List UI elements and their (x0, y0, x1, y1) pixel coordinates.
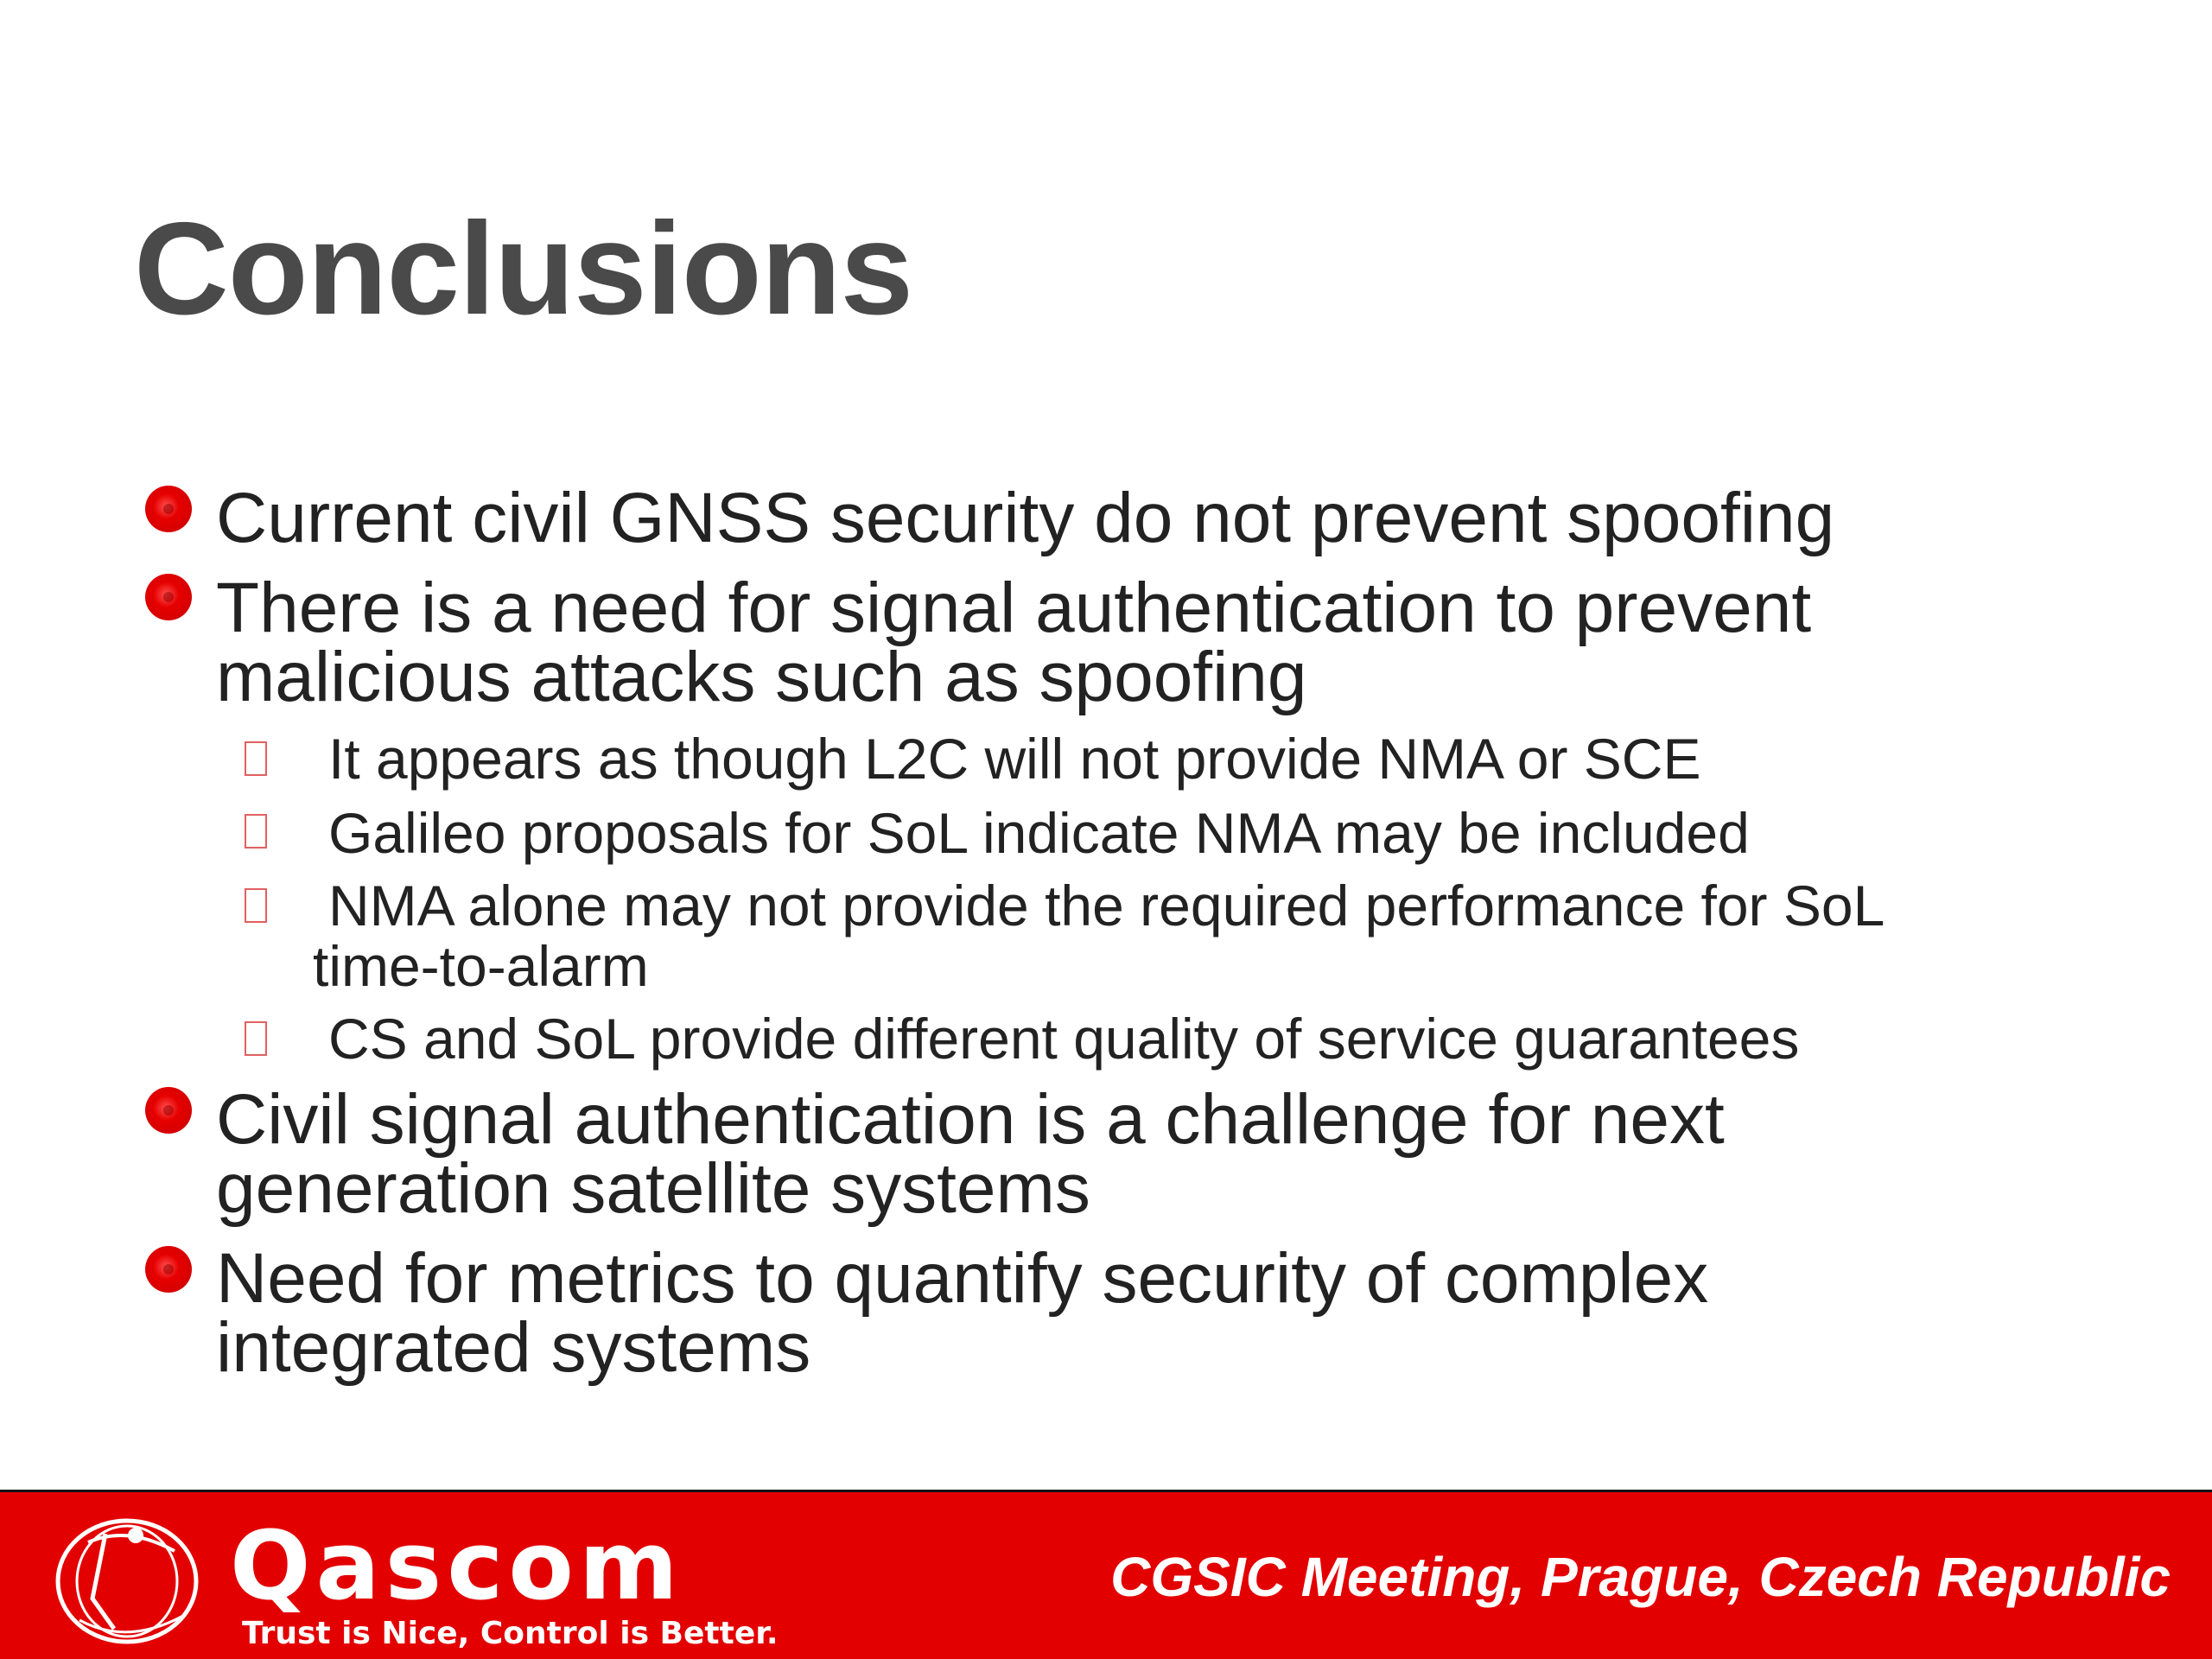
sub-bullet-3-line-2: time-to-alarm (313, 934, 649, 998)
sub-bullet-box-icon (245, 1021, 267, 1056)
sub-bullet-3 (328, 873, 1885, 938)
bullet-3-line-2: generation satellite systems (216, 1149, 1090, 1228)
bullet-3 (216, 1080, 1725, 1228)
bullet-dot-icon (145, 1246, 192, 1293)
bullet-dot-icon (145, 574, 192, 620)
bullet-dot-icon (145, 1087, 192, 1134)
bullet-2-line-1: There is a need for signal authentication to prevent (216, 569, 1812, 647)
bullet-dot-icon (145, 486, 192, 532)
bullet-1 (216, 479, 1835, 557)
bullet-3-line-1: Civil signal authentication is a challenge for next (216, 1080, 1725, 1159)
sub-bullet-4-line-1: CS and SoL provide different quality of service guarantees (328, 1007, 1800, 1071)
bullet-4-line-2: integrated systems (216, 1308, 811, 1387)
bullet-4 (216, 1239, 1709, 1387)
slide-footer (0, 1490, 2212, 1659)
sub-bullet-2-line-1: Galileo proposals for SoL indicate NMA may be included (328, 801, 1750, 865)
event-name: CGSIC Meeting, Prague, Czech Republic (1110, 1546, 2171, 1608)
sub-bullet-4 (328, 1006, 1799, 1071)
slide-title: Conclusions (134, 195, 913, 342)
sub-bullet-box-icon (245, 814, 267, 849)
bullet-2 (216, 569, 1812, 716)
bullet-1-line-1: Current civil GNSS security do not prevent spoofing (216, 479, 1835, 557)
sub-bullet-1 (328, 726, 1700, 791)
bullet-2-line-2: malicious attacks such as spoofing (216, 638, 1307, 716)
logo-tagline: Trust is Nice, Control is Better. (242, 1616, 779, 1651)
bullet-4-line-1: Need for metrics to quantify security of complex (216, 1239, 1709, 1318)
sub-bullet-box-icon (245, 888, 267, 923)
sub-bullet-box-icon (245, 741, 267, 776)
qascom-globe-icon (54, 1516, 200, 1646)
sub-bullet-1-line-1: It appears as though L2C will not provide NMA or SCE (328, 727, 1701, 791)
logo-name: Qascom (230, 1510, 683, 1621)
sub-bullet-3-line-1: NMA alone may not provide the required performance for SoL (328, 874, 1885, 938)
sub-bullet-3-continuation (313, 933, 649, 999)
sub-bullet-2 (328, 800, 1750, 866)
